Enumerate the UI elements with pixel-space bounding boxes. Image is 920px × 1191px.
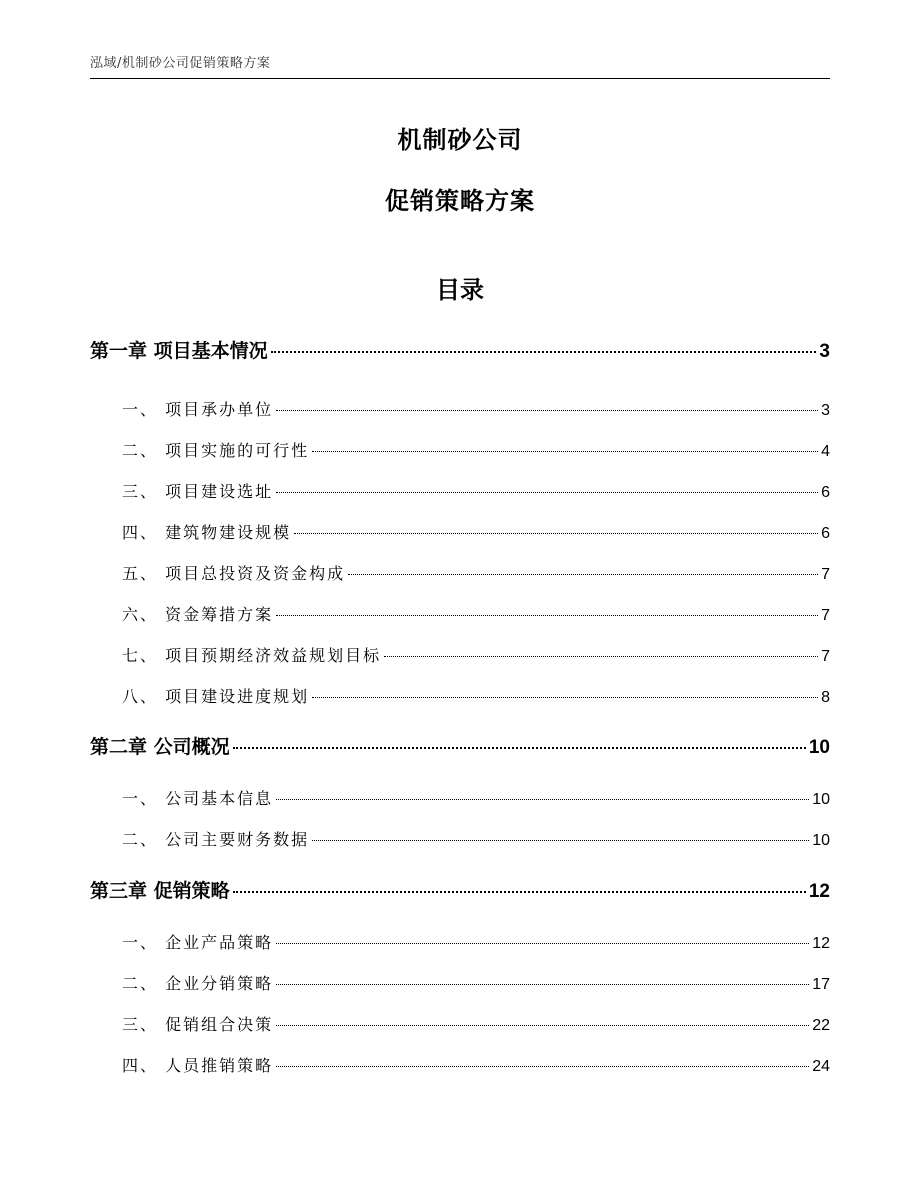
toc-entry-label: 四、 建筑物建设规模	[122, 523, 292, 542]
toc-dot-leader	[233, 891, 806, 893]
toc-entry-label: 第三章 促销策略	[90, 880, 230, 902]
toc-entry-label: 二、 项目实施的可行性	[122, 441, 310, 460]
toc-entry-section[interactable]	[90, 561, 830, 583]
toc-entry-page: 6	[821, 484, 830, 501]
document-title-line2: 促销策略方案	[385, 187, 535, 215]
toc-entry-section[interactable]	[90, 602, 830, 624]
toc-entry-page: 17	[812, 976, 830, 993]
toc-entry-page: 3	[821, 402, 830, 419]
toc-entry-chapter-3[interactable]	[90, 876, 830, 902]
toc-entry-page: 8	[821, 689, 830, 706]
toc-entry-label: 一、 企业产品策略	[122, 933, 274, 952]
toc-heading: 目录	[436, 276, 484, 304]
toc-dot-leader	[276, 943, 809, 944]
toc-dot-leader	[276, 799, 809, 800]
toc-entry-label: 六、 资金筹措方案	[122, 605, 274, 624]
toc-dot-leader	[312, 840, 809, 841]
toc-entry-section[interactable]	[90, 827, 830, 849]
toc-entry-page: 12	[808, 881, 830, 902]
toc-entry-section[interactable]	[90, 397, 830, 419]
document-title-line1: 机制砂公司	[397, 126, 523, 154]
toc-entry-label: 三、 促销组合决策	[122, 1015, 274, 1034]
toc-entry-section[interactable]	[90, 1012, 830, 1034]
toc-entry-label: 二、 企业分销策略	[122, 974, 274, 993]
toc-entry-page: 24	[812, 1058, 830, 1075]
running-header: 泓域/机制砂公司促销策略方案	[90, 56, 271, 71]
toc-dot-leader	[276, 1025, 809, 1026]
toc-dot-leader	[312, 451, 818, 452]
toc-entry-label: 三、 项目建设选址	[122, 482, 274, 501]
toc-entry-section[interactable]	[90, 930, 830, 952]
toc-entry-page: 12	[812, 935, 830, 952]
toc-entry-section[interactable]	[90, 786, 830, 808]
toc-entry-page: 4	[821, 443, 830, 460]
header-divider	[90, 78, 830, 79]
toc-entry-page: 7	[821, 648, 830, 665]
toc-dot-leader	[233, 747, 806, 749]
toc-entry-page: 10	[812, 791, 830, 808]
toc-entry-label: 七、 项目预期经济效益规划目标	[122, 646, 382, 665]
toc-entry-section[interactable]	[90, 643, 830, 665]
toc-entry-page: 22	[812, 1017, 830, 1034]
toc-dot-leader	[348, 574, 818, 575]
toc-entry-label: 四、 人员推销策略	[122, 1056, 274, 1075]
toc-entry-section[interactable]	[90, 684, 830, 706]
toc-entry-label: 五、 项目总投资及资金构成	[122, 564, 346, 583]
toc-entry-label: 第一章 项目基本情况	[90, 340, 268, 362]
toc-entry-section[interactable]	[90, 438, 830, 460]
toc-dot-leader	[294, 533, 818, 534]
toc-entry-label: 第二章 公司概况	[90, 736, 230, 758]
toc-dot-leader	[276, 984, 809, 985]
toc-entry-label: 一、 公司基本信息	[122, 789, 274, 808]
toc-dot-leader	[312, 697, 818, 698]
toc-entry-section[interactable]	[90, 1053, 830, 1075]
toc-dot-leader	[384, 656, 818, 657]
toc-entry-section[interactable]	[90, 971, 830, 993]
toc-entry-chapter-2[interactable]	[90, 732, 830, 758]
toc-entry-page: 3	[819, 341, 830, 362]
toc-entry-page: 7	[821, 566, 830, 583]
toc-entry-section[interactable]	[90, 479, 830, 501]
toc-entry-label: 一、 项目承办单位	[122, 400, 274, 419]
toc-entry-label: 八、 项目建设进度规划	[122, 687, 310, 706]
toc-entry-page: 7	[821, 607, 830, 624]
toc-entry-section[interactable]	[90, 520, 830, 542]
toc-dot-leader	[276, 410, 818, 411]
toc-dot-leader	[271, 351, 817, 353]
toc-entry-label: 二、 公司主要财务数据	[122, 830, 310, 849]
toc-entry-chapter-1[interactable]	[90, 336, 830, 362]
toc-dot-leader	[276, 492, 818, 493]
toc-entry-page: 10	[808, 737, 830, 758]
toc-dot-leader	[276, 1066, 809, 1067]
toc-entry-page: 6	[821, 525, 830, 542]
toc-entry-page: 10	[812, 832, 830, 849]
toc-dot-leader	[276, 615, 818, 616]
